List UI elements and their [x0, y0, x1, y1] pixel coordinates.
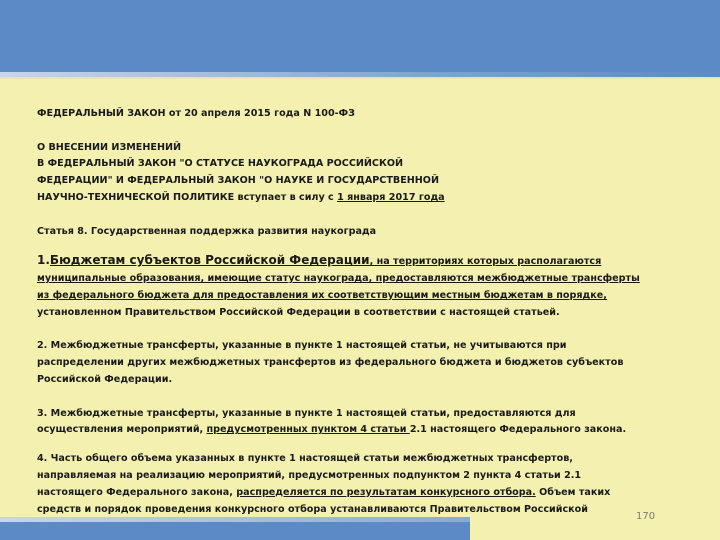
paragraph-4-text-tail: Объем таких: [535, 486, 611, 498]
paragraph-4-line-2: направляемая на реализацию мероприятий, предусмотренных подпунктом 2 пункта 4 статьи 2.1: [37, 469, 582, 481]
paragraph-3-line-1: 3. Межбюджетные трансферты, указанные в пункте 1 настоящей статьи, предоставляются для: [37, 407, 576, 419]
paragraph-1-link-line-2[interactable]: муниципальные образования, имеющие статус наукограда, предоставляются межбюджетные трансферты: [37, 273, 640, 285]
effective-date-link[interactable]: 1 января 2017 года: [337, 191, 445, 203]
header-bar: [0, 0, 720, 72]
paragraph-2-line-2: распределении других межбюджетных трансфертов из федерального бюджета и бюджетов субъектов: [37, 357, 624, 369]
paragraph-4-text: настоящего Федерального закона,: [37, 486, 237, 498]
page-number: 170: [636, 511, 656, 522]
paragraph-3-text: осуществления мероприятий,: [37, 424, 207, 436]
paragraph-1-number: 1.: [37, 253, 50, 268]
paragraph-1-line-4: установленном Правительством Российской Федерации в соответствии с настоящей статьей.: [37, 306, 560, 318]
paragraph-3-line-2: [37, 422, 697, 439]
paragraph-4-line-3: [37, 485, 697, 502]
paragraph-2-line-3: Российской Федерации.: [37, 373, 173, 385]
paragraph-1-line-3: [37, 288, 697, 305]
paragraph-2-line-1: 2. Межбюджетные трансферты, указанные в пункте 1 настоящей статьи, не учитываются при: [37, 340, 567, 352]
law-effective-text: НАУЧНО-ТЕХНИЧЕСКОЙ ПОЛИТИКЕ вступает в силу с: [37, 191, 338, 203]
law-name-line-1: О ВНЕСЕНИИ ИЗМЕНЕНИЙ: [37, 141, 182, 153]
paragraph-1-line-2: [37, 271, 697, 288]
competitive-selection-link[interactable]: распределяется по результатам конкурсного отбора.: [236, 486, 536, 498]
paragraph-4-line-1: 4. Часть общего объема указанных в пункте 1 настоящей статьи межбюджетных трансфертов,: [37, 453, 573, 465]
paragraph-1-link-tail[interactable]: , на территориях которых располагаются: [369, 256, 602, 268]
paragraph-3-text-tail: 2.1 настоящего Федерального закона.: [409, 424, 627, 436]
paragraph-1-link-line-3[interactable]: из федерального бюджета для предоставления их соответствующим местным бюджетам в порядке,: [37, 289, 607, 301]
law-name-line-4: [37, 190, 697, 207]
header-divider: [0, 77, 720, 79]
footer-bar: [0, 522, 470, 540]
paragraph-1-line-1: [37, 252, 697, 271]
law-name-line-3: ФЕДЕРАЦИИ" И ФЕДЕРАЛЬНЫЙ ЗАКОН "О НАУКЕ И ГОСУДАРСТВЕННОЙ: [37, 175, 439, 187]
paragraph-4-line-4: средств и порядок проведения конкурсного отбора устанавливаются Правительством Российской: [37, 503, 588, 515]
law-name-line-2: В ФЕДЕРАЛЬНЫЙ ЗАКОН "О СТАТУСЕ НАУКОГРАДА РОССИЙСКОЙ: [37, 158, 404, 170]
article-title: Статья 8. Государственная поддержка развития наукограда: [37, 225, 377, 237]
slide-body: [37, 106, 697, 535]
law-title: ФЕДЕРАЛЬНЫЙ ЗАКОН от 20 апреля 2015 года N 100-ФЗ: [37, 108, 355, 119]
article-2-1-link[interactable]: предусмотренных пунктом 4 статьи: [206, 424, 410, 436]
subjects-budgets-link[interactable]: Бюджетам субъектов Российской Федерации: [49, 253, 370, 268]
